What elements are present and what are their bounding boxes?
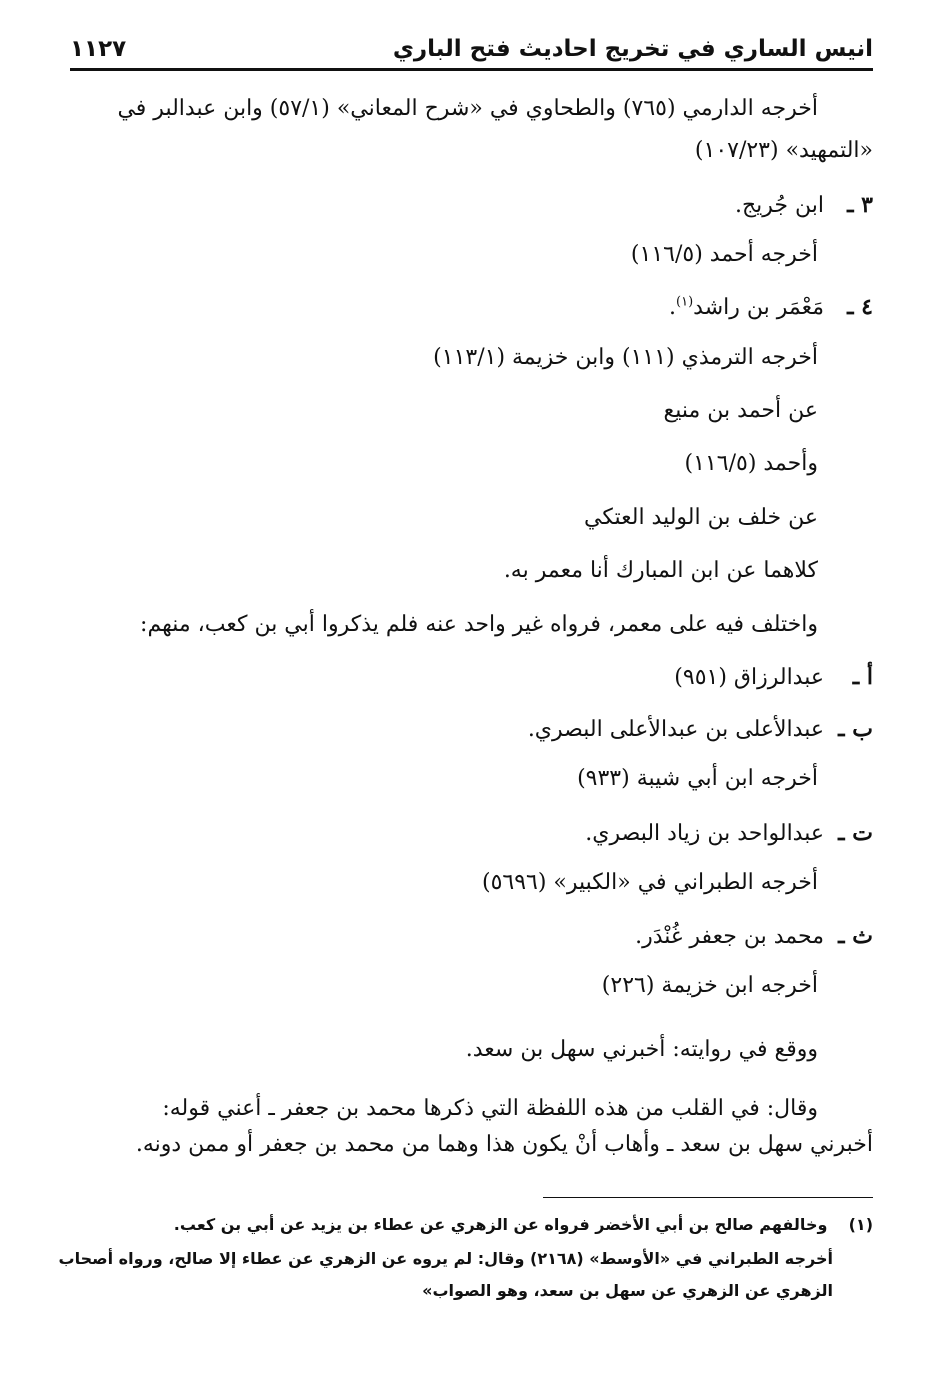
source-line: وأحمد (١١٦/٥) [684, 451, 818, 476]
narrator-name: ابن جُريج. [734, 193, 824, 218]
narrator-name: محمد بن جعفر غُنْدَر. [635, 924, 824, 949]
item-marker: ب ـ [838, 716, 873, 742]
source-line: كلاهما عن ابن المبارك أنا معمر به. [503, 558, 818, 583]
source-line: أخرجه أحمد (١١٦/٥) [630, 242, 818, 267]
running-title: انيس الساري في تخريج احاديث فتح الباري [392, 36, 873, 62]
source-line: أخرجه ابن خزيمة (٢٢٦) [601, 973, 818, 998]
footnote-number: (١) [848, 1215, 873, 1234]
source-line: أخرجه الطبراني في «الكبير» (٥٦٩٦) [481, 870, 818, 895]
list-item-4 [669, 292, 873, 323]
header-rule [70, 68, 873, 71]
narrator-name: عبدالرزاق (٩٥١) [674, 665, 824, 690]
page-header [70, 30, 873, 68]
page-number: ١١٢٧ [70, 36, 127, 62]
item-marker: ث ـ [838, 923, 873, 949]
footnote-line: الزهري عن الزهري عن سهل بن سعد، وهو الصواب» [422, 1281, 833, 1300]
item-marker: أ ـ [852, 664, 873, 690]
source-line: عن أحمد بن منيع [663, 398, 818, 423]
paragraph-line: أخبرني سهل بن سعد ـ وأهاب أنْ يكون هذا وهما من محمد بن جعفر أو ممن دونه. [135, 1132, 873, 1157]
paragraph-line: واختلف فيه على معمر، فرواه غير واحد عنه فلم يذكروا أبي بن كعب، منهم: [140, 612, 818, 637]
footnote-text: وخالفهم صالح بن أبي الأخضر فرواه عن الزهري عن عطاء بن يزيد عن أبي بن كعب. [173, 1215, 828, 1234]
item-marker: ٤ ـ [847, 294, 873, 320]
source-line: عن خلف بن الوليد العتكي [584, 505, 818, 530]
footnote-reference[interactable]: (١) [676, 294, 694, 310]
item-marker: ت ـ [838, 820, 873, 846]
list-item-3 [735, 190, 873, 221]
list-item-th [635, 921, 873, 952]
footnote-line: أخرجه الطبراني في «الأوسط» (٢١٦٨) وقال: لم يروه عن الزهري عن عطاء إلا صالح، ورواه أصحاب [58, 1249, 833, 1268]
footnote-1 [70, 1212, 873, 1238]
list-item-b [528, 714, 873, 745]
list-item-t [585, 818, 873, 849]
narrator-name: عبدالواحد بن زياد البصري. [585, 821, 824, 846]
source-line: أخرجه الترمذي (١١١) وابن خزيمة (١١٣/١) [433, 345, 818, 370]
narrator-name: مَعْمَر بن راشد [693, 295, 824, 320]
source-line: أخرجه ابن أبي شيبة (٩٣٣) [577, 766, 818, 791]
paragraph-line: أخرجه الدارمي (٧٦٥) والطحاوي في «شرح المعاني» (٥٧/١) وابن عبدالبر في [117, 96, 818, 121]
footnote-rule [543, 1197, 873, 1198]
period: . [669, 295, 677, 320]
list-item-a [674, 662, 873, 693]
paragraph-line: «التمهيد» (١٠٧/٢٣) [694, 138, 873, 163]
item-marker: ٣ ـ [847, 192, 873, 218]
paragraph-line: ووقع في روايته: أخبرني سهل بن سعد. [465, 1037, 818, 1062]
narrator-name: عبدالأعلى بن عبدالأعلى البصري. [527, 717, 824, 742]
paragraph-line: وقال: في القلب من هذه اللفظة التي ذكرها محمد بن جعفر ـ أعني قوله: [162, 1096, 818, 1121]
